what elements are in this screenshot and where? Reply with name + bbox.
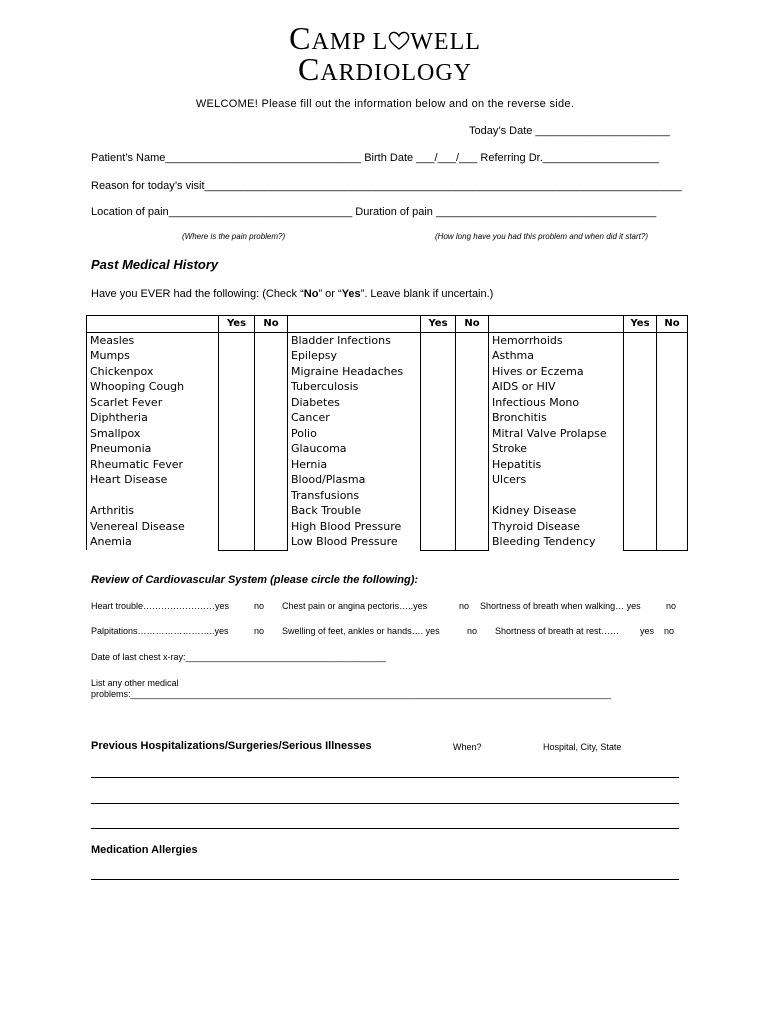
condition-label: High Blood Pressure: [291, 519, 402, 533]
rcs-heart-trouble-no[interactable]: no: [254, 601, 265, 611]
rcs-chest-pain-no[interactable]: no: [459, 601, 470, 611]
pmh-table: [86, 315, 688, 551]
condition-label: Hepatitis: [492, 457, 542, 471]
todays-date-field[interactable]: Today’s Date ______________________: [469, 125, 671, 137]
col-no-3: No: [657, 316, 688, 333]
checkbox-column-yes-1[interactable]: [219, 332, 255, 550]
condition-label: Infectious Mono: [492, 395, 580, 409]
condition-label: Migraine Headaches: [291, 364, 404, 378]
condition-column-3: [489, 332, 624, 550]
condition-label: Chickenpox: [90, 364, 154, 378]
rcs-palpitations-no[interactable]: no: [254, 626, 265, 636]
clinic-logo: [0, 20, 770, 87]
hosp-entry-line-1[interactable]: [91, 777, 679, 778]
condition-label: Rheumatic Fever: [90, 457, 184, 471]
col-no-1: No: [255, 316, 288, 333]
hospitalizations-title: Previous Hospitalizations/Surgeries/Serious Illnesses: [91, 740, 372, 752]
welcome-text: WELCOME! Please fill out the information below and on the reverse side.: [195, 98, 575, 110]
condition-label: Bladder Infections: [291, 333, 391, 347]
logo-initial-c: C: [289, 20, 312, 56]
location-duration-line[interactable]: Location of pain______________________________ Duration of pain ____________________________________: [91, 206, 657, 218]
rcs-palpitations[interactable]: Palpitations……………………..yes: [91, 626, 229, 636]
condition-label: Mumps: [90, 349, 130, 362]
hosp-entry-line-2[interactable]: [91, 803, 679, 804]
col-yes-2: Yes: [421, 316, 456, 333]
condition-label: Cancer: [291, 411, 330, 424]
condition-label: [492, 488, 620, 504]
col-no-2: No: [456, 316, 489, 333]
hint-how-long: (How long have you had this problem and when did it start?): [435, 232, 649, 241]
col-yes-3: Yes: [624, 316, 657, 333]
hosp-location-label: Hospital, City, State: [543, 742, 622, 752]
condition-label: Transfusions: [291, 488, 360, 502]
condition-label: Arthritis: [90, 504, 135, 517]
condition-label: Kidney Disease: [492, 504, 577, 517]
condition-label: Pneumonia: [90, 442, 152, 455]
rcs-sob-rest-yes[interactable]: yes: [640, 626, 655, 636]
logo-text-well: WELL: [410, 29, 481, 55]
other-problems-label: List any other medical: [91, 678, 179, 688]
condition-label: Low Blood Pressure: [291, 535, 398, 548]
condition-label: Glaucoma: [291, 442, 347, 455]
rcs-heart-trouble[interactable]: Heart trouble……………………yes: [91, 601, 230, 611]
condition-label: [90, 488, 215, 504]
rcs-sob-rest[interactable]: Shortness of breath at rest……: [495, 626, 620, 636]
rcs-swelling[interactable]: Swelling of feet, ankles or hands…. yes: [282, 626, 440, 636]
condition-label: Whooping Cough: [90, 380, 185, 393]
condition-label: Blood/Plasma: [291, 473, 366, 486]
condition-label: Hernia: [291, 457, 328, 471]
hosp-entry-line-3[interactable]: [91, 828, 679, 829]
allergies-entry-line[interactable]: [91, 879, 679, 880]
rcs-sob-walking-no[interactable]: no: [666, 601, 677, 611]
checkbox-column-no-1[interactable]: [255, 332, 288, 550]
condition-label: Back Trouble: [291, 504, 362, 517]
condition-label: Venereal Disease: [90, 519, 185, 533]
allergies-title: Medication Allergies: [91, 844, 198, 856]
condition-label: Anemia: [90, 535, 132, 548]
logo-text-camp-l: AMP L: [311, 29, 389, 55]
condition-label: Measles: [90, 333, 135, 347]
checkbox-column-no-2[interactable]: [456, 332, 489, 550]
condition-label: Hives or Eczema: [492, 364, 584, 378]
rcs-title: Review of Cardiovascular System (please circle the following):: [91, 574, 419, 586]
rcs-chest-pain[interactable]: Chest pain or angina pectoris…..yes: [282, 601, 428, 611]
condition-label: Mitral Valve Prolapse: [492, 426, 607, 440]
condition-label: Diphtheria: [90, 411, 148, 424]
checkbox-column-yes-3[interactable]: [624, 332, 657, 550]
heart-icon: [388, 31, 410, 51]
reason-for-visit-field[interactable]: Reason for today’s visit______________________________________________________________________________: [91, 180, 682, 192]
hosp-when-label: When?: [453, 742, 482, 752]
condition-label: Bronchitis: [492, 411, 547, 424]
pmh-instruction: Have you EVER had the following: (Check “No” or “Yes”. Leave blank if uncertain.): [91, 288, 494, 300]
condition-column-2: [288, 332, 421, 550]
condition-label: Stroke: [492, 442, 528, 455]
other-problems-field[interactable]: problems:________________________________________________________________________________________________: [91, 689, 612, 699]
condition-label: Smallpox: [90, 426, 141, 440]
condition-label: Bleeding Tendency: [492, 535, 596, 548]
condition-label: AIDS or HIV: [492, 380, 556, 393]
chest-xray-date-field[interactable]: Date of last chest x-ray:________________________________________: [91, 652, 386, 662]
hint-where: (Where is the pain problem?): [182, 232, 286, 241]
checkbox-column-yes-2[interactable]: [421, 332, 456, 550]
condition-label: Epilepsy: [291, 349, 338, 362]
condition-label: Diabetes: [291, 395, 340, 409]
condition-label: Hemorrhoids: [492, 333, 563, 347]
checkbox-column-no-3[interactable]: [657, 332, 688, 550]
pmh-title: Past Medical History: [91, 257, 219, 272]
condition-label: Asthma: [492, 349, 534, 362]
patient-info-line[interactable]: Patient’s Name________________________________ Birth Date ___/___/___ Referring Dr.___________________: [91, 152, 659, 164]
condition-label: Polio: [291, 426, 317, 440]
rcs-sob-rest-no[interactable]: no: [664, 626, 675, 636]
condition-label: Heart Disease: [90, 473, 168, 486]
logo-initial-c2: C: [298, 51, 321, 87]
condition-label: Thyroid Disease: [492, 519, 581, 533]
condition-label: Ulcers: [492, 473, 527, 486]
condition-column-1: [87, 332, 219, 550]
rcs-swelling-no[interactable]: no: [467, 626, 478, 636]
logo-text-ardiology: ARDIOLOGY: [320, 60, 472, 86]
condition-label: Scarlet Fever: [90, 395, 163, 409]
condition-label: Tuberculosis: [291, 380, 359, 393]
rcs-sob-walking[interactable]: Shortness of breath when walking… yes: [480, 601, 641, 611]
col-yes-1: Yes: [219, 316, 255, 333]
